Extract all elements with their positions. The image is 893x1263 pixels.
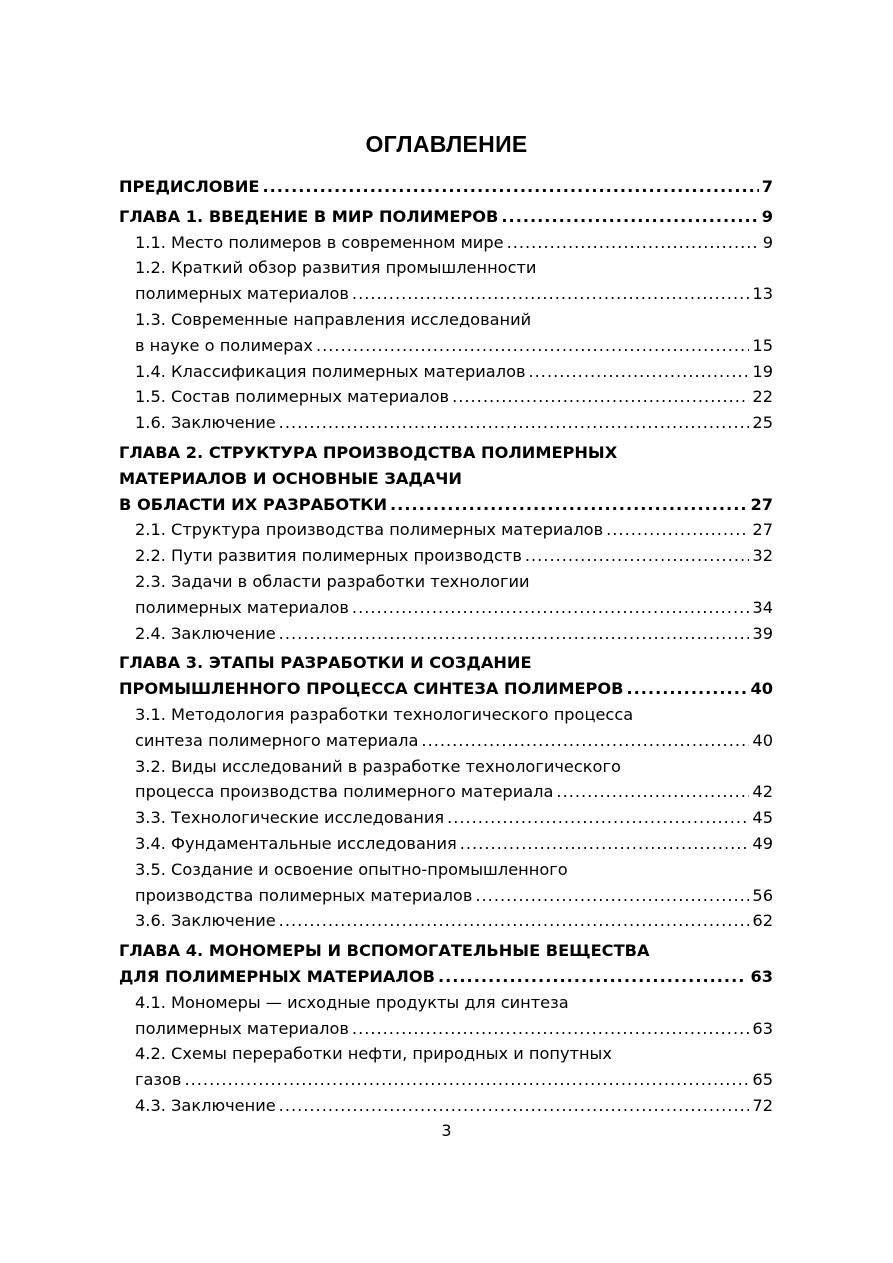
toc-entry-label: ДЛЯ ПОЛИМЕРНЫХ МАТЕРИАЛОВ	[119, 966, 435, 986]
toc-entry-label: 1.6. Заключение	[135, 413, 276, 433]
toc-entry-label: в науке о полимерах	[135, 335, 313, 355]
dot-leader	[529, 359, 750, 385]
toc-entry-label: МАТЕРИАЛОВ И ОСНОВНЫЕ ЗАДАЧИ	[119, 468, 462, 488]
dot-leader	[352, 1016, 749, 1042]
toc-entry-section-3-4[interactable]	[119, 831, 773, 857]
toc-entry-label: 3.6. Заключение	[135, 911, 276, 931]
toc-entry-page: 62	[752, 911, 773, 931]
toc-entry-page: 19	[752, 361, 773, 381]
toc-entry-section-3-5[interactable]	[119, 883, 773, 909]
dot-leader	[525, 543, 750, 569]
toc-entry-section-4-3[interactable]	[119, 1093, 773, 1119]
toc-entry-section-1-2[interactable]	[119, 281, 773, 307]
dot-leader	[507, 230, 760, 256]
toc-entry-label: 2.1. Структура производства полимерных материалов	[135, 520, 604, 540]
toc-entry-section-2-3-line-1[interactable]	[119, 569, 773, 595]
toc-entry-label: полимерных материалов	[135, 284, 349, 304]
toc-entry-label: 1.1. Место полимеров в современном мире	[135, 232, 504, 252]
dot-leader	[501, 204, 758, 230]
toc-entry-label: ГЛАВА 4. МОНОМЕРЫ И ВСПОМОГАТЕЛЬНЫЕ ВЕЩЕСТВА	[119, 941, 650, 961]
toc-entry-page: 45	[752, 808, 773, 828]
toc-entry-label: производства полимерных материалов	[135, 885, 473, 905]
toc-entry-section-3-1-line-1[interactable]	[119, 702, 773, 728]
toc-entry-section-3-1[interactable]	[119, 728, 773, 754]
toc-entry-section-1-6[interactable]	[119, 410, 773, 436]
toc-entry-section-1-2-line-1[interactable]	[119, 255, 773, 281]
toc-entry-section-3-3[interactable]	[119, 805, 773, 831]
toc-entry-label: 1.4. Классификация полимерных материалов	[135, 361, 526, 381]
toc-entry-page: 32	[752, 546, 773, 566]
toc-entry-section-1-3[interactable]	[119, 333, 773, 359]
toc-entry-page: 34	[752, 597, 773, 617]
page-number: 3	[441, 1121, 452, 1140]
toc-entry-page: 72	[752, 1095, 773, 1115]
toc-entry-section-2-1[interactable]	[119, 517, 773, 543]
toc-entry-label: ПРЕДИСЛОВИЕ	[119, 177, 260, 196]
toc-entry-page: 9	[762, 232, 773, 252]
toc-entry-label: 2.4. Заключение	[135, 623, 276, 643]
toc-entry-section-1-5[interactable]	[119, 384, 773, 410]
dot-leader	[279, 621, 750, 647]
dot-leader	[390, 492, 747, 518]
toc-entry-page: 27	[750, 494, 773, 514]
toc-entry-page: 42	[752, 782, 773, 802]
dot-leader	[316, 333, 749, 359]
dot-leader	[606, 517, 749, 543]
dot-leader	[279, 1093, 750, 1119]
toc-entry-label: процесса производства полимерного материала	[135, 782, 554, 802]
toc-entry-label: 2.3. Задачи в области разработки технологии	[135, 571, 530, 591]
toc-entry-label: газов	[135, 1070, 182, 1090]
dot-leader	[438, 964, 748, 990]
dot-leader	[279, 410, 750, 436]
toc-entry-section-2-3[interactable]	[119, 595, 773, 621]
toc-entry-page: 9	[761, 206, 773, 226]
dot-leader	[460, 831, 750, 857]
page-title: ОГЛАВЛЕНИЕ	[365, 131, 528, 157]
toc-entry-chapter-2-line-2[interactable]	[119, 466, 773, 492]
toc-entry-label: 3.2. Виды исследований в разработке технологического	[135, 756, 621, 776]
toc-entry-chapter-1[interactable]	[119, 204, 773, 230]
toc-entry-chapter-3-line-1[interactable]	[119, 650, 773, 676]
toc-entry-label: ГЛАВА 2. СТРУКТУРА ПРОИЗВОДСТВА ПОЛИМЕРНЫХ	[119, 442, 618, 462]
toc-entry-page: 15	[752, 335, 773, 355]
toc-entry-page: 39	[752, 623, 773, 643]
toc-entry-section-3-2[interactable]	[119, 779, 773, 805]
toc-entry-label: 2.2. Пути развития полимерных производств	[135, 546, 522, 566]
dot-leader	[352, 281, 749, 307]
toc-entry-page: 63	[750, 966, 773, 986]
dot-leader	[452, 384, 749, 410]
toc-entry-chapter-2-line-1[interactable]	[119, 440, 773, 466]
toc-entry-page: 63	[752, 1018, 773, 1038]
toc-entry-page: 65	[752, 1070, 773, 1090]
dot-leader	[262, 174, 758, 200]
toc-entry-label: 3.5. Создание и освоение опытно-промышленного	[135, 859, 568, 879]
toc-entry-section-3-5-line-1[interactable]	[119, 857, 773, 883]
dot-leader	[626, 676, 747, 702]
toc-entry-page: 49	[752, 833, 773, 853]
toc-entry-label: ГЛАВА 1. ВВЕДЕНИЕ В МИР ПОЛИМЕРОВ	[119, 206, 499, 226]
dot-leader	[447, 805, 749, 831]
toc-entry-label: полимерных материалов	[135, 1018, 349, 1038]
toc-entry-section-3-6[interactable]	[119, 908, 773, 934]
dot-leader	[352, 595, 749, 621]
dot-leader	[279, 908, 750, 934]
toc-entry-label: 3.4. Фундаментальные исследования	[135, 833, 457, 853]
toc-entry-section-4-1-line-1[interactable]	[119, 990, 773, 1016]
toc-entry-chapter-4[interactable]	[119, 964, 773, 990]
toc-entry-label: 1.5. Состав полимерных материалов	[135, 387, 450, 407]
dot-leader	[421, 728, 749, 754]
toc-entry-page: 13	[752, 284, 773, 304]
toc-entry-section-4-2[interactable]	[119, 1067, 773, 1093]
toc-entry-chapter-3[interactable]	[119, 676, 773, 702]
toc-entry-label: синтеза полимерного материала	[135, 730, 419, 750]
toc-entry-label: ПРОМЫШЛЕННОГО ПРОЦЕССА СИНТЕЗА ПОЛИМЕРОВ	[119, 679, 624, 699]
toc-entry-chapter-4-line-1[interactable]	[119, 938, 773, 964]
table-of-contents	[119, 174, 773, 1119]
toc-entry-label: 1.3. Современные направления исследований	[135, 309, 532, 329]
toc-entry-preface[interactable]	[119, 174, 773, 200]
toc-entry-page: 22	[752, 387, 773, 407]
toc-entry-label: 3.1. Методология разработки технологического процесса	[135, 704, 634, 724]
toc-entry-label: 4.1. Мономеры — исходные продукты для синтеза	[135, 992, 569, 1012]
toc-entry-label: В ОБЛАСТИ ИХ РАЗРАБОТКИ	[119, 494, 388, 514]
toc-entry-section-4-1[interactable]	[119, 1016, 773, 1042]
toc-entry-section-2-2[interactable]	[119, 543, 773, 569]
toc-entry-label: 4.2. Схемы переработки нефти, природных и попутных	[135, 1044, 612, 1064]
toc-entry-label: полимерных материалов	[135, 597, 349, 617]
toc-entry-section-1-4[interactable]	[119, 359, 773, 385]
dot-leader	[184, 1067, 749, 1093]
toc-entry-page: 40	[752, 730, 773, 750]
toc-entry-page: 25	[752, 413, 773, 433]
dot-leader	[475, 883, 749, 909]
toc-entry-label: 4.3. Заключение	[135, 1095, 276, 1115]
toc-entry-label: 3.3. Технологические исследования	[135, 808, 445, 828]
toc-entry-section-4-2-line-1[interactable]	[119, 1041, 773, 1067]
toc-entry-section-1-1[interactable]	[119, 230, 773, 256]
toc-entry-page: 40	[750, 679, 773, 699]
toc-entry-page: 27	[752, 520, 773, 540]
toc-entry-section-1-3-line-1[interactable]	[119, 307, 773, 333]
toc-entry-page: 7	[761, 177, 773, 196]
dot-leader	[556, 779, 749, 805]
toc-entry-section-3-2-line-1[interactable]	[119, 754, 773, 780]
toc-entry-page: 56	[752, 885, 773, 905]
toc-entry-label: ГЛАВА 3. ЭТАПЫ РАЗРАБОТКИ И СОЗДАНИЕ	[119, 653, 532, 673]
toc-entry-label: 1.2. Краткий обзор развития промышленности	[135, 258, 537, 278]
toc-entry-section-2-4[interactable]	[119, 621, 773, 647]
toc-entry-chapter-2[interactable]	[119, 492, 773, 518]
